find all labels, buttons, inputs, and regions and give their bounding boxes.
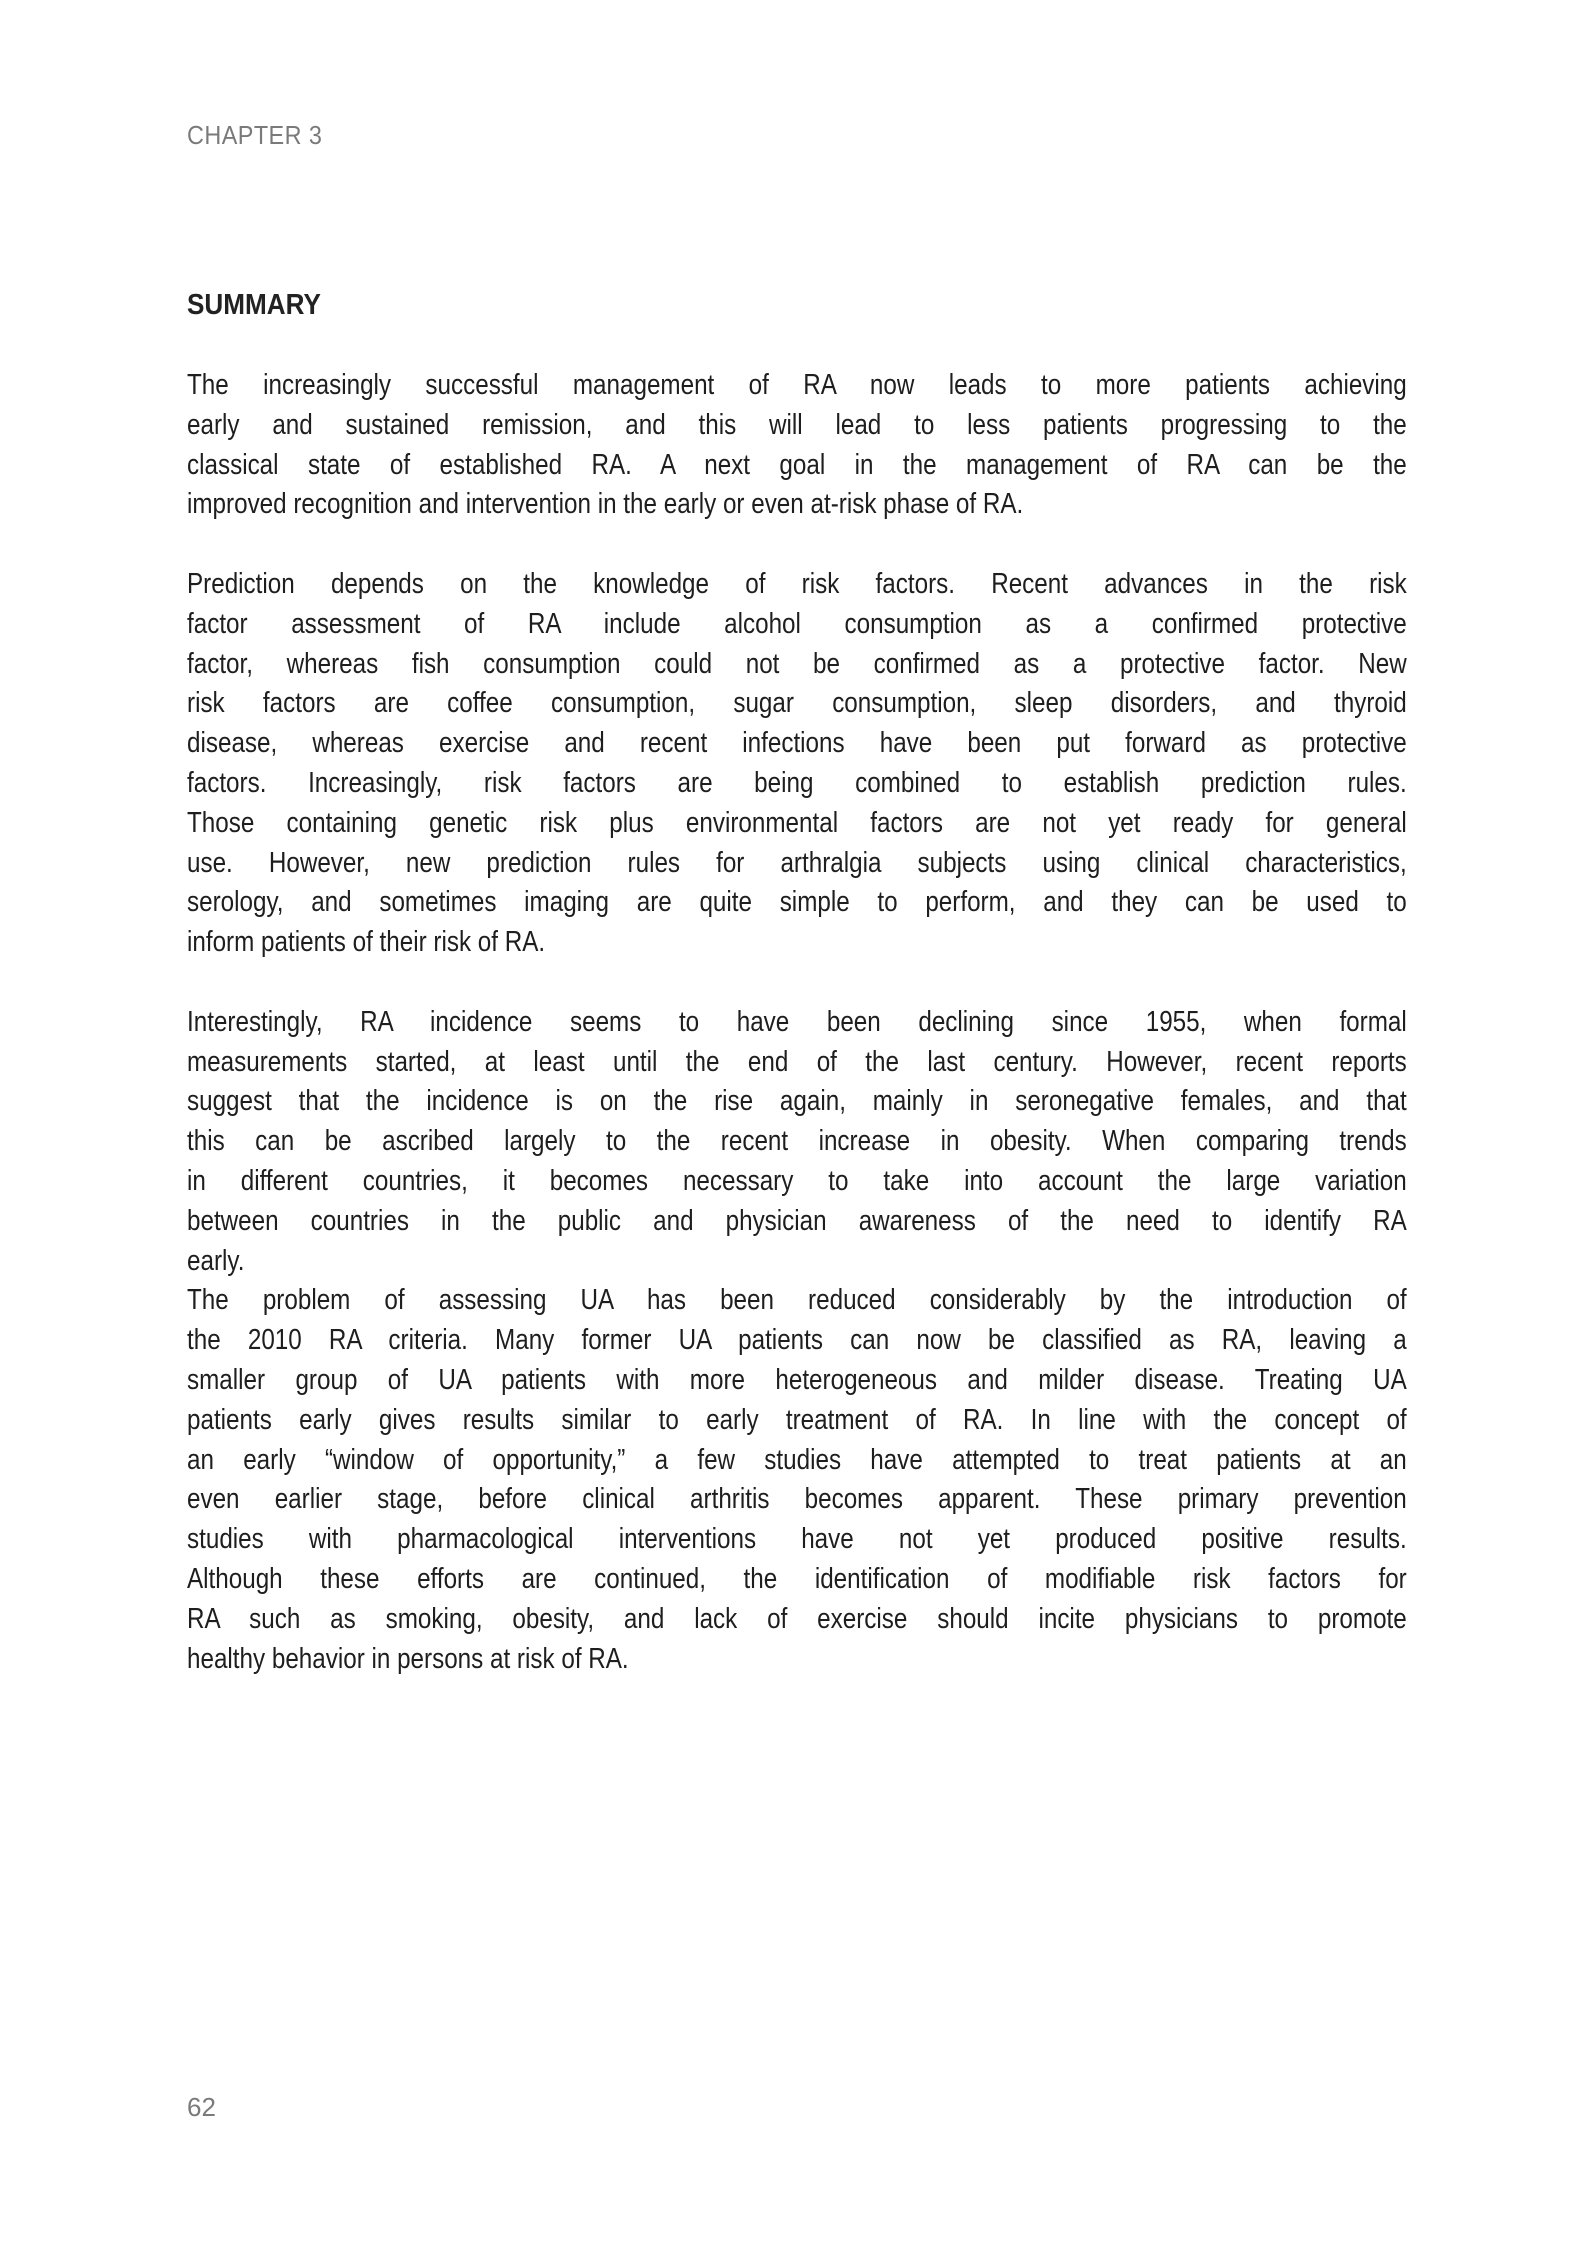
paragraph <box>187 1281 1407 1679</box>
paragraph <box>187 366 1407 525</box>
text-line: early and sustained remission, and this will lead to less patients progressing to the <box>187 408 1407 441</box>
page-number: 62 <box>187 2092 216 2122</box>
text-line: Interestingly, RA incidence seems to have been declining since 1955, when formal <box>187 1005 1407 1038</box>
text-line: measurements started, at least until the end of the last century. However, recent reports <box>187 1045 1407 1078</box>
text-line: healthy behavior in persons at risk of RA. <box>187 1642 629 1675</box>
body-text <box>187 366 1407 1679</box>
text-line: early. <box>187 1244 245 1277</box>
text-line: the 2010 RA criteria. Many former UA patients can now be classified as RA, leaving a <box>187 1324 1407 1357</box>
text-line: this can be ascribed largely to the recent increase in obesity. When comparing trends <box>187 1125 1407 1158</box>
text-line: classical state of established RA. A next goal in the management of RA can be the <box>187 448 1407 481</box>
text-line: factor assessment of RA include alcohol consumption as a confirmed protective <box>187 607 1407 640</box>
text-line: Those containing genetic risk plus environmental factors are not yet ready for general <box>187 806 1407 839</box>
paragraph <box>187 565 1407 963</box>
section-heading: SUMMARY <box>187 289 321 321</box>
text-line: factors. Increasingly, risk factors are being combined to establish prediction rules. <box>187 766 1407 799</box>
text-line: disease, whereas exercise and recent infections have been put forward as protective <box>187 727 1407 760</box>
text-line: Although these efforts are continued, the identification of modifiable risk factors for <box>187 1562 1407 1595</box>
text-line: risk factors are coffee consumption, sugar consumption, sleep disorders, and thyroid <box>187 687 1407 720</box>
text-line: in different countries, it becomes necessary to take into account the large variation <box>187 1164 1407 1197</box>
text-line: suggest that the incidence is on the rise again, mainly in seronegative females, and that <box>187 1085 1407 1118</box>
text-line: an early “window of opportunity,” a few studies have attempted to treat patients at an <box>187 1443 1407 1476</box>
text-line: serology, and sometimes imaging are quite simple to perform, and they can be used to <box>187 886 1407 919</box>
text-line: factor, whereas fish consumption could not be confirmed as a protective factor. New <box>187 647 1407 680</box>
text-line: Prediction depends on the knowledge of risk factors. Recent advances in the risk <box>187 567 1407 600</box>
text-line: studies with pharmacological interventions have not yet produced positive results. <box>187 1523 1407 1556</box>
text-line: smaller group of UA patients with more heterogeneous and milder disease. Treating UA <box>187 1363 1407 1396</box>
text-line: patients early gives results similar to early treatment of RA. In line with the concept of <box>187 1403 1407 1436</box>
text-line: between countries in the public and physician awareness of the need to identify RA <box>187 1204 1407 1237</box>
text-line: use. However, new prediction rules for arthralgia subjects using clinical characteristics, <box>187 846 1407 879</box>
text-line: The problem of assessing UA has been reduced considerably by the introduction of <box>187 1284 1407 1317</box>
text-line: inform patients of their risk of RA. <box>187 926 546 959</box>
text-line: improved recognition and intervention in the early or even at-risk phase of RA. <box>187 488 1024 521</box>
text-line: even earlier stage, before clinical arthritis becomes apparent. These primary prevention <box>187 1483 1407 1516</box>
text-line: The increasingly successful management of RA now leads to more patients achieving <box>187 369 1407 401</box>
running-head: CHAPTER 3 <box>187 120 323 150</box>
text-line: RA such as smoking, obesity, and lack of exercise should incite physicians to promote <box>187 1602 1407 1635</box>
paragraph <box>187 1003 1407 1282</box>
